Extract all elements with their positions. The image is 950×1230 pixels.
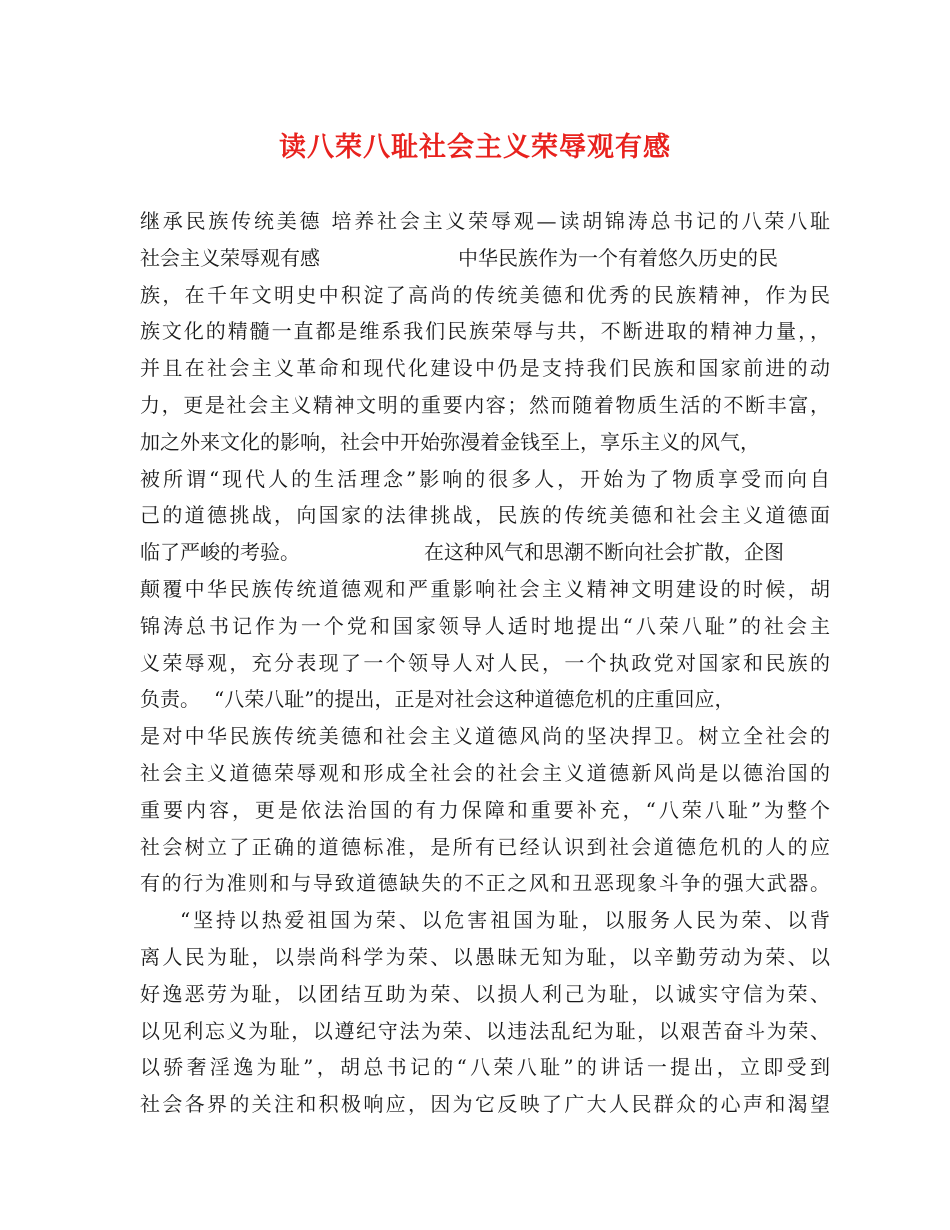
body-line-split xyxy=(140,240,830,277)
body-line: 以骄奢淫逸为耻”，胡总书记的“八荣八耻”的讲话一提出，立即受到 xyxy=(140,1055,830,1080)
document-body xyxy=(140,203,830,1123)
body-line: 有的行为准则和与导致道德缺失的不正之风和丑恶现象斗争的强大武器。 xyxy=(140,871,830,896)
document-title: 读八荣八耻社会主义荣辱观有感 xyxy=(279,132,671,163)
body-line: 好逸恶劳为耻，以团结互助为荣、以损人利己为耻，以诚实守信为荣、 xyxy=(140,981,830,1006)
body-line: 锦涛总书记作为一个党和国家领导人适时地提出“八荣八耻”的社会主 xyxy=(140,613,830,638)
body-line: 离人民为耻，以崇尚科学为荣、以愚昧无知为耻，以辛勤劳动为荣、以 xyxy=(140,944,830,969)
body-line: 加之外来文化的影响，社会中开始弥漫着金钱至上，享乐主义的风气， xyxy=(140,429,760,454)
body-line: 族文化的精髓一直都是维系我们民族荣辱与共，不断进取的精神力量，， xyxy=(140,319,830,344)
body-line-segment: 临了严峻的考验。 xyxy=(140,540,300,565)
body-line: 被所谓“现代人的生活理念”影响的很多人，开始为了物质享受而向自 xyxy=(140,466,830,491)
body-line: 以见利忘义为耻，以遵纪守法为荣、以违法乱纪为耻，以艰苦奋斗为荣、 xyxy=(140,1018,830,1043)
body-line-segment: 在这种风气和思潮不断向社会扩散，企图 xyxy=(424,540,784,565)
body-line-segment: 负责。 xyxy=(140,687,200,712)
body-line: 继承民族传统美德 培养社会主义荣辱观—读胡锦涛总书记的八荣八耻 xyxy=(140,209,830,233)
body-line-split xyxy=(140,681,830,718)
body-line: 颠覆中华民族传统道德观和严重影响社会主义精神文明建设的时候，胡 xyxy=(140,576,830,601)
body-line: 社会主义道德荣辱观和形成全社会的社会主义道德新风尚是以德治国的 xyxy=(140,760,830,785)
body-line-segment: “八荣八耻”的提出，正是对社会这种道德危机的庄重回应， xyxy=(214,687,735,712)
body-line: 己的道德挑战，向国家的法律挑战，民族的传统美德和社会主义道德面 xyxy=(140,503,830,528)
body-line-segment: 中华民族作为一个有着悠久历史的民 xyxy=(458,245,778,270)
body-line: 义荣辱观，充分表现了一个领导人对人民，一个执政党对国家和民族的 xyxy=(140,650,830,675)
body-line-split xyxy=(140,534,830,571)
body-line: 是对中华民族传统美德和社会主义道德风尚的坚决捍卫。树立全社会的 xyxy=(140,724,830,749)
body-line: 重要内容，更是依法治国的有力保障和重要补充，“八荣八耻”为整个 xyxy=(140,797,830,822)
body-line: 族，在千年文明史中积淀了高尚的传统美德和优秀的民族精神，作为民 xyxy=(140,282,830,307)
body-line: 并且在社会主义革命和现代化建设中仍是支持我们民族和国家前进的动 xyxy=(140,356,830,381)
body-line: 力，更是社会主义精神文明的重要内容；然而随着物质生活的不断丰富， xyxy=(140,392,830,417)
body-line: 社会各界的关注和积极响应，因为它反映了广大人民群众的心声和渴望 xyxy=(140,1092,830,1117)
body-line-indented: “坚持以热爱祖国为荣、以危害祖国为耻，以服务人民为荣、以背 xyxy=(180,908,830,933)
body-line: 社会树立了正确的道德标准，是所有已经认识到社会道德危机的人的应 xyxy=(140,834,830,859)
body-line-segment: 社会主义荣辱观有感 xyxy=(140,245,320,270)
